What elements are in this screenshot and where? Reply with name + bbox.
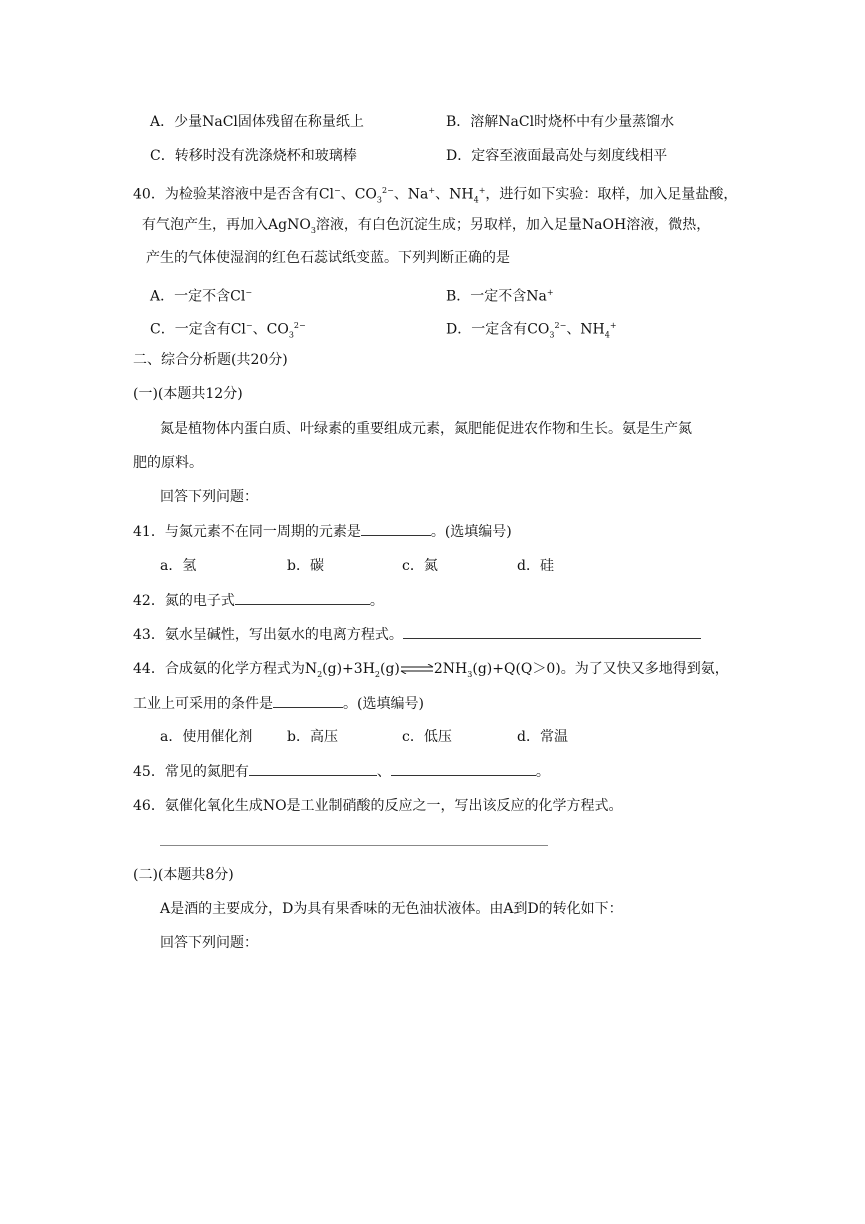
q42-stem: 42．氮的电子式 。	[133, 590, 384, 611]
q40-stem-line2: 有气泡产生，再加入AgNO$_3$溶液，有白色沉淀生成；另取样，加入足量NaOH溶液，微热，	[142, 217, 711, 235]
q42-answer-blank[interactable]	[235, 590, 370, 605]
q46-stem: 46．氨催化氧化生成NO是工业制硝酸的反应之一，写出该反应的化学方程式。	[133, 798, 623, 814]
q44-stem-line2: 工业上可采用的条件是 。(选填编号)	[133, 693, 424, 714]
q39-option-d: D．定容至液面最高处与刻度线相平	[446, 148, 668, 164]
q39-option-b: B．溶解NaCl时烧杯中有少量蒸馏水	[446, 114, 675, 130]
q45-stem: 45．常见的氮肥有 、 。	[133, 761, 550, 782]
q44-option-a: a．使用催化剂	[160, 729, 253, 745]
part2-intro: A是酒的主要成分，D为具有果香味的无色油状液体。由A到D的转化如下：	[160, 901, 623, 917]
q41-answer-blank[interactable]	[361, 521, 431, 536]
q41-option-d: d．硅	[517, 558, 554, 574]
q41-stem: 41．与氮元素不在同一周期的元素是 。(选填编号)	[133, 521, 512, 542]
q41-option-b: b．碳	[287, 558, 324, 574]
q39-option-c: C．转移时没有洗涤烧杯和玻璃棒	[150, 148, 357, 164]
q40-option-a: A．一定不含Cl−	[150, 288, 253, 305]
q40-option-b: B．一定不含Na+	[446, 288, 554, 305]
q44-answer-blank[interactable]	[273, 693, 343, 708]
part2-title: (二)(本题共8分)	[133, 867, 234, 883]
q40-option-d: D．一定含有$CO_3^{2-}$、$NH_4^+$	[446, 321, 617, 340]
q40-stem-line3: 产生的气体使湿润的红色石蕊试纸变蓝。下列判断正确的是	[146, 250, 510, 266]
q40-option-c: C．一定含有Cl−、$CO_3^{2-}$	[150, 321, 306, 340]
q41-option-a: a．氢	[160, 558, 197, 574]
q40-stem-line1: 40．为检验某溶液中是否含有Cl−、$CO_3^{2-}$、Na+、$NH_4^+$，进行如下实验：取样，加入足量盐酸，	[133, 186, 738, 205]
q44-stem-line1: 44．合成氨的化学方程式为$N_2(g)+3H_2(g)$ $2NH_3(g)+Q(Q>0)$。为了又快又多地得到氨，	[133, 661, 729, 679]
q41-option-c: c．氮	[402, 558, 438, 574]
part1-answer-prompt: 回答下列问题：	[160, 489, 258, 505]
q43-answer-blank[interactable]	[403, 624, 701, 639]
q45-answer-blank-1[interactable]	[249, 761, 377, 776]
q46-answer-line[interactable]	[160, 845, 548, 846]
q44-option-d: d．常温	[517, 729, 568, 745]
q44-option-c: c．低压	[402, 729, 452, 745]
part1-intro-line1: 氮是植物体内蛋白质、叶绿素的重要组成元素，氮肥能促进农作物和生长。氨是生产氮	[160, 421, 692, 437]
equilibrium-arrow-icon	[400, 664, 434, 674]
q44-option-b: b．高压	[287, 729, 338, 745]
q45-answer-blank-2[interactable]	[391, 761, 536, 776]
part1-intro-line2: 肥的原料。	[133, 455, 203, 471]
part2-answer-prompt: 回答下列问题：	[160, 935, 258, 951]
q39-option-a: A．少量NaCl固体残留在称量纸上	[150, 114, 364, 130]
q43-stem: 43．氨水呈碱性，写出氨水的电离方程式。	[133, 624, 701, 645]
part1-title: (一)(本题共12分)	[133, 386, 243, 402]
section-title: 二、综合分析题(共20分)	[133, 352, 288, 368]
